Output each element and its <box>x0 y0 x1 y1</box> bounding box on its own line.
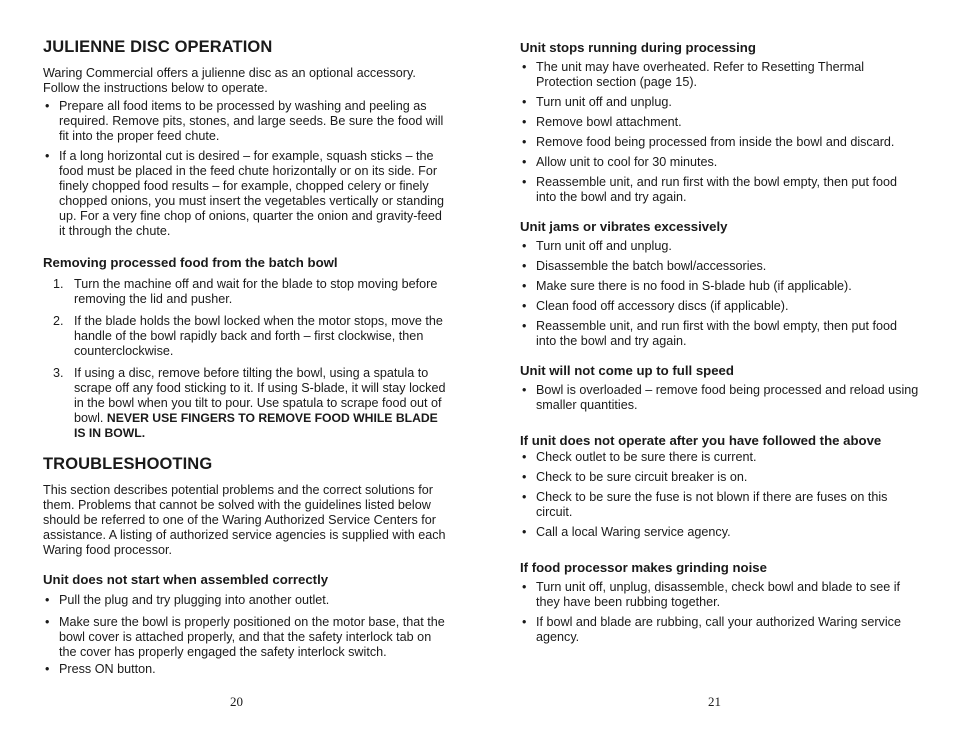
step-number: 2. <box>53 314 64 328</box>
page-number-left: 20 <box>230 694 243 709</box>
page-number-right: 21 <box>708 694 721 709</box>
list-item: • Allow unit to cool for 30 minutes. <box>520 155 920 170</box>
list-item: • Make sure the bowl is properly positioned on the motor base, that the bowl cover is attached properly, and that the safety interlock tab on the cover has properly engaged the safety interlock switch. <box>43 615 447 660</box>
julienne-heading: JULIENNE DISC OPERATION <box>43 38 273 56</box>
list-item: • The unit may have overheated. Refer to Resetting Thermal Protection section (page 15). <box>520 60 920 90</box>
step-text: If the blade holds the bowl locked when the motor stops, move the handle of the bowl rapidly back and forth – first clockwise, then counterclockwise. <box>74 314 443 358</box>
list-item: • If a long horizontal cut is desired – for example, squash sticks – the food must be placed in the feed chute horizontally or on its side. For finely chopped food results – for example, chopped celery or finely chopped onions, you must insert the vegetables vertically or standing up. For a very fine chop of onions, quarter the onion and gravity-feed it through the chute. <box>43 149 447 239</box>
bullet-list <box>520 383 920 413</box>
list-item: • Press ON button. <box>43 662 447 677</box>
list-item: • Make sure there is no food in S-blade hub (if applicable). <box>520 279 920 294</box>
list-item: • Check to be sure circuit breaker is on. <box>520 470 920 485</box>
julienne-intro: Waring Commercial offers a julienne disc as an optional accessory. Follow the instructions below to operate. <box>43 66 416 95</box>
step-item <box>43 277 447 307</box>
list-item: • Turn unit off and unplug. <box>520 95 920 110</box>
step-text: Turn the machine off and wait for the blade to stop moving before removing the lid and pusher. <box>74 277 438 306</box>
section-heading: Unit stops running during processing <box>520 40 756 55</box>
list-item: • Remove food being processed from inside the bowl and discard. <box>520 135 920 150</box>
section-not-operate <box>520 433 920 540</box>
list-item: • Turn unit off, unplug, disassemble, check bowl and blade to see if they have been rubbing together. <box>520 580 920 610</box>
section-heading: Unit jams or vibrates excessively <box>520 219 728 234</box>
removing-heading: Removing processed food from the batch bowl <box>43 255 338 270</box>
right-page-column <box>520 40 920 659</box>
step-item <box>43 314 447 359</box>
section-heading: If unit does not operate after you have followed the above <box>520 433 882 448</box>
list-item: • Reassemble unit, and run first with the bowl empty, then put food into the bowl and try again. <box>520 175 920 205</box>
step-item <box>43 366 447 441</box>
list-item: • Disassemble the batch bowl/accessories. <box>520 259 920 274</box>
list-item: • Clean food off accessory discs (if applicable). <box>520 299 920 314</box>
not-start-list <box>43 593 447 677</box>
list-item: • Pull the plug and try plugging into another outlet. <box>43 593 447 608</box>
bullet-list <box>520 580 920 645</box>
troubleshooting-heading: TROUBLESHOOTING <box>43 455 213 473</box>
step-number: 1. <box>53 277 64 291</box>
list-item: • If bowl and blade are rubbing, call your authorized Waring service agency. <box>520 615 920 645</box>
bullet-list <box>520 239 920 349</box>
list-item: • Bowl is overloaded – remove food being processed and reload using smaller quantities. <box>520 383 920 413</box>
section-jams <box>520 219 920 349</box>
section-heading: Unit will not come up to full speed <box>520 363 734 378</box>
bullet-list <box>520 450 920 540</box>
warning-text: NEVER USE FINGERS TO REMOVE FOOD WHILE BLADE IS IN BOWL. <box>74 411 438 440</box>
julienne-list <box>43 99 447 239</box>
list-item: • Check to be sure the fuse is not blown if there are fuses on this circuit. <box>520 490 920 520</box>
list-item: • Check outlet to be sure there is current. <box>520 450 920 465</box>
list-item: • Reassemble unit, and run first with the bowl empty, then put food into the bowl and try again. <box>520 319 920 349</box>
step-number: 3. <box>53 366 64 380</box>
list-item: • Remove bowl attachment. <box>520 115 920 130</box>
list-item: • Call a local Waring service agency. <box>520 525 920 540</box>
troubleshooting-intro: This section describes potential problems and the correct solutions for them. Problems that cannot be solved with the guidelines listed below should be referred to one of the Waring Authorized Service Centers for assistance. A listing of authorized service agencies is supplied with each Waring food processor. <box>43 483 446 557</box>
left-page-column <box>43 38 447 682</box>
section-stops-running <box>520 40 920 205</box>
list-item: • Prepare all food items to be processed by washing and peeling as required. Remove pits, stones, and large seeds. Be sure the food will fit into the proper feed chute. <box>43 99 447 144</box>
step-text: If using a disc, remove before tilting the bowl, using a spatula to scrape off any food sticking to it. If using S-blade, it will stay locked in the bowl when you tilt to pour. Use spatula to scrape food out of bowl. <box>74 366 446 425</box>
section-heading: If food processor makes grinding noise <box>520 560 767 575</box>
not-start-heading: Unit does not start when assembled correctly <box>43 572 329 587</box>
section-full-speed <box>520 363 920 413</box>
removing-steps <box>43 277 447 441</box>
bullet-list <box>520 60 920 205</box>
section-grinding-noise <box>520 560 920 645</box>
list-item: • Turn unit off and unplug. <box>520 239 920 254</box>
